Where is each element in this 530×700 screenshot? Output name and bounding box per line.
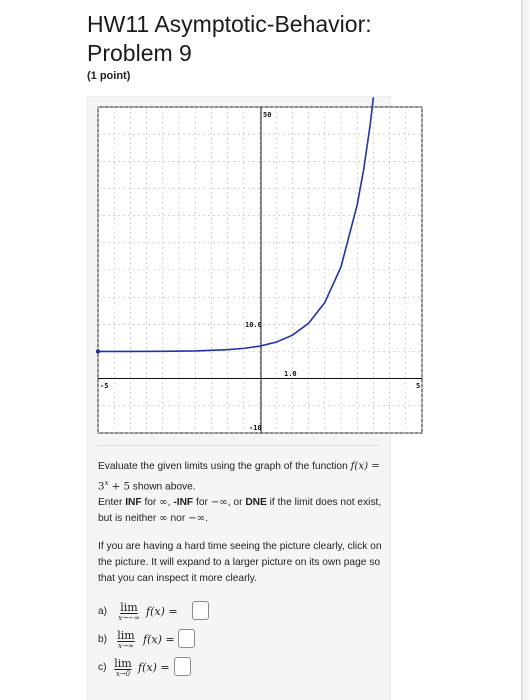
part-label: a) — [98, 606, 108, 617]
curve-left-endpoint — [96, 349, 100, 353]
for-text-1: for — [141, 497, 160, 509]
y-tick-label: 10.0 — [245, 321, 262, 329]
limit-word: lim — [120, 601, 138, 614]
limit-expression: f(x) = — [146, 605, 178, 618]
limit-subscript: x→−∞ — [118, 614, 140, 622]
page-right-shadow — [522, 0, 530, 700]
neg-infinity-symbol-2: −∞ — [188, 513, 206, 525]
function-lhs: f(x) — [350, 461, 369, 472]
part-a — [98, 600, 383, 628]
limit-expression: f(x) = — [143, 633, 175, 646]
y-min-label: -10 — [249, 424, 262, 432]
x-min-label: -5 — [100, 382, 109, 390]
limit-operator — [115, 602, 143, 622]
answer-input-a[interactable] — [192, 601, 209, 620]
problem-points: (1 point) — [87, 70, 131, 82]
function-exponent: x — [104, 479, 109, 487]
part-b — [98, 628, 383, 656]
limit-expression: f(x) = — [138, 661, 170, 674]
answer-input-b[interactable] — [178, 629, 195, 648]
dne-text: if the limit does not exist, but is neither — [98, 497, 382, 525]
graph-image[interactable] — [98, 107, 422, 433]
separator-1: , — [167, 497, 174, 509]
limit-operator — [112, 630, 140, 650]
function-eq: = 3 — [98, 461, 380, 493]
x-tick-label: 1.0 — [284, 370, 297, 378]
problem-title: HW11 Asymptotic-Behavior: Problem 9 — [87, 11, 372, 66]
dne-keyword: DNE — [245, 497, 267, 509]
enter-prefix: Enter — [98, 497, 126, 509]
help-paragraph: If you are having a hard time seeing the picture clearly, click on the picture. It will expand to a larger picture on its own page so that you can inspect it more clearly. — [98, 541, 382, 584]
instructions-paragraph — [98, 459, 383, 527]
limit-operator — [111, 658, 135, 678]
neg-inf-keyword: -INF — [173, 497, 194, 509]
part-label: b) — [98, 634, 108, 645]
y-max-label: 50 — [263, 111, 272, 119]
graph-svg — [98, 107, 422, 433]
inf-keyword: INF — [125, 497, 142, 509]
evaluate-prefix: Evaluate the given limits using the graph of the function — [98, 461, 351, 472]
part-c — [98, 656, 383, 684]
evaluate-suffix: shown above. — [129, 481, 196, 493]
period: . — [205, 513, 208, 525]
function-tail: + 5 — [108, 481, 130, 493]
infinity-symbol: ∞ — [159, 497, 168, 509]
x-max-label: 5 — [416, 382, 421, 390]
section-divider — [98, 445, 380, 446]
nor-text: nor — [167, 513, 189, 525]
limit-parts — [98, 600, 383, 684]
part-label: c) — [98, 662, 107, 673]
limit-subscript: x→∞ — [118, 642, 134, 650]
limit-word: lim — [117, 629, 135, 642]
limit-subscript: x→0 — [115, 670, 131, 678]
infinity-symbol-2: ∞ — [159, 513, 168, 525]
problem-panel — [87, 96, 421, 700]
neg-infinity-symbol: −∞ — [210, 497, 228, 509]
answer-input-c[interactable] — [174, 657, 191, 676]
for-text-2: for — [193, 497, 211, 509]
limit-word: lim — [114, 657, 132, 670]
separator-2: , or — [227, 497, 246, 509]
